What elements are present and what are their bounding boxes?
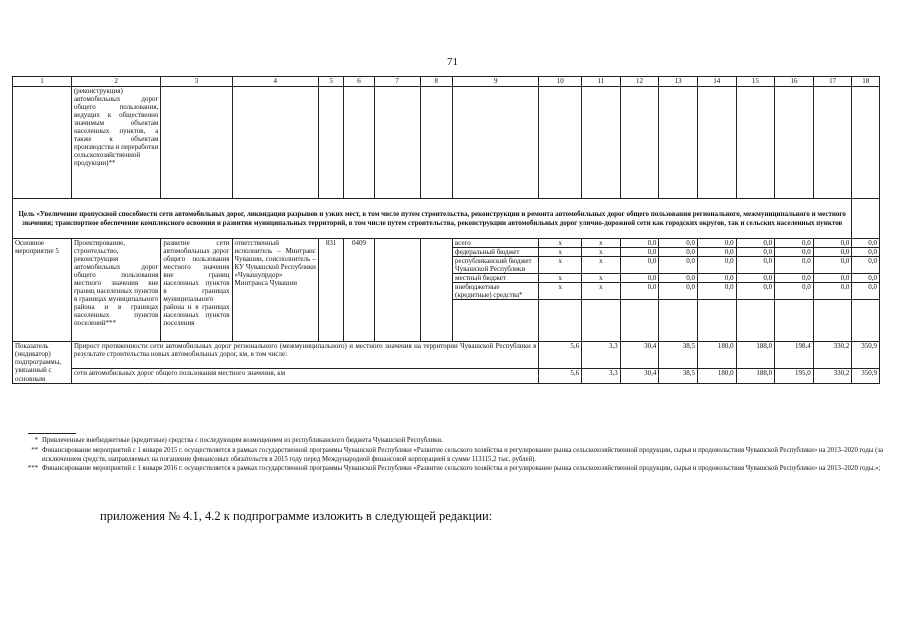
source-value: 0,0 xyxy=(697,283,736,300)
source-name: всего xyxy=(453,239,539,248)
source-value: x xyxy=(539,283,582,300)
column-number: 6 xyxy=(344,77,374,87)
column-number: 10 xyxy=(539,77,582,87)
footnote xyxy=(24,465,886,474)
column-number: 13 xyxy=(659,77,698,87)
goal-row xyxy=(13,199,880,239)
source-value: 0,0 xyxy=(736,239,775,248)
closing-paragraph: приложения № 4.1, 4.2 к подпрограмме изложить в следующей редакции: xyxy=(100,509,493,523)
indicator-value: 180,0 xyxy=(697,342,736,369)
program-table xyxy=(12,76,880,384)
source-value: 0,0 xyxy=(659,274,698,283)
source-name: федеральный бюджет xyxy=(453,248,539,257)
column-number: 5 xyxy=(318,77,343,87)
indicator-value: 198,4 xyxy=(775,342,814,369)
source-value: 0,0 xyxy=(620,257,659,274)
source-value: x xyxy=(582,283,621,300)
event-grbs-code: 831 xyxy=(318,239,343,342)
column-number: 4 xyxy=(232,77,318,87)
source-value: 0,0 xyxy=(852,274,880,283)
indicator-value: 30,4 xyxy=(620,369,659,383)
source-value: 0,0 xyxy=(775,257,814,274)
column-number: 17 xyxy=(813,77,852,87)
source-value: 0,0 xyxy=(813,283,852,300)
event-section-code: 0409 xyxy=(344,239,374,342)
column-number: 2 xyxy=(71,77,160,87)
source-name: внебюджетные (кредитные) средства* xyxy=(453,283,539,300)
source-value: 0,0 xyxy=(852,257,880,274)
source-name: республиканский бюджет Чувашской Республики xyxy=(453,257,539,274)
column-number: 7 xyxy=(374,77,420,87)
indicator-value: 188,0 xyxy=(736,342,775,369)
indicator-value: 5,6 xyxy=(539,342,582,369)
event-label: Основное мероприятие 5 xyxy=(13,239,72,342)
source-value: x xyxy=(582,239,621,248)
source-value: 0,0 xyxy=(620,239,659,248)
source-value: x xyxy=(539,274,582,283)
indicator-value: 3,3 xyxy=(582,369,621,383)
event-description: Проектирование, строительство, реконструкция автомобильных дорог общего пользования местного значения вне границ населенных пунктов в границах муниципального района и в границах населенных пунктов поселений*** xyxy=(71,239,160,342)
column-number: 8 xyxy=(420,77,453,87)
column-numbers-row xyxy=(13,77,880,87)
footnotes xyxy=(24,433,886,475)
source-value: 0,0 xyxy=(620,248,659,257)
indicator-value: 30,4 xyxy=(620,342,659,369)
continuation-text: (реконструкция) автомобильных дорог общего пользования, ведущих к общественно значимым объектам населенных пунктов, а также к объектам производства и переработки сельскохозяйственной продукции)** xyxy=(71,87,160,199)
indicator-value: 350,9 xyxy=(852,342,880,369)
source-value: 0,0 xyxy=(659,283,698,300)
indicator-value: 5,6 xyxy=(539,369,582,383)
source-value: 0,0 xyxy=(736,248,775,257)
indicator-label: Показатель (индикатор) подпрограммы, увязанный с основным xyxy=(13,342,72,383)
source-value: 0,0 xyxy=(813,274,852,283)
indicator-text: сети автомобильных дорог общего пользования местного значения, км xyxy=(71,369,539,383)
column-number: 11 xyxy=(582,77,621,87)
source-value: 0,0 xyxy=(852,239,880,248)
indicator-value: 38,5 xyxy=(659,342,698,369)
event-row xyxy=(13,239,880,248)
continuation-row xyxy=(13,87,880,199)
source-value: x xyxy=(582,274,621,283)
source-value: 0,0 xyxy=(813,257,852,274)
source-value: x xyxy=(582,248,621,257)
source-value: 0,0 xyxy=(775,283,814,300)
source-value: 0,0 xyxy=(775,274,814,283)
source-value: 0,0 xyxy=(775,248,814,257)
source-value: x xyxy=(582,257,621,274)
footnote-divider xyxy=(28,433,76,434)
source-value: 0,0 xyxy=(813,239,852,248)
indicator-value: 180,0 xyxy=(697,369,736,383)
source-value: 0,0 xyxy=(620,274,659,283)
indicator-text: Прирост протяженности сети автомобильных дорог регионального (межмуниципального) и местного значения на территории Чувашской Республики в результате строительства новых автомобильных дорог, км, в том числе: xyxy=(71,342,539,369)
indicator-value: 3,3 xyxy=(582,342,621,369)
footnote-text: Финансирование мероприятий с 1 января 2015 г. осуществляется в рамках государственной программы Чувашской Республики «Развитие сельского хозяйства и регулирование рынка сельскохозяйственной продукции, сырья и продовольствия Чувашской Республики» на 2013–2020 годы (за исключением средств, направляемых на погашение финансовых обязательств в 2015 году перед Международной финансовой корпорацией в сумме 113115,2 тыс. рублей). xyxy=(42,446,884,463)
source-value: 0,0 xyxy=(736,257,775,274)
event-result: развитие сети автомобильных дорог общего пользования местного значения вне границ населенных пунктов в границах муниципального района и в границах населенных пунктов поселения xyxy=(161,239,232,342)
indicator-value: 330,2 xyxy=(813,369,852,383)
source-value: 0,0 xyxy=(697,257,736,274)
indicator-row xyxy=(13,342,880,369)
footnote-text: Финансирование мероприятий с 1 января 2016 г. осуществляется в рамках государственной программы Чувашской Республики «Развитие сельского хозяйства и регулирование рынка сельскохозяйственной продукции, сырья и продовольствия Чувашской Республики» на 2013–2020 годы.»; xyxy=(42,465,881,473)
page-number: 71 xyxy=(447,56,458,68)
footnote-mark: ** xyxy=(31,446,38,454)
column-number: 14 xyxy=(697,77,736,87)
column-number: 1 xyxy=(13,77,72,87)
source-value: 0,0 xyxy=(659,239,698,248)
source-value: 0,0 xyxy=(697,248,736,257)
indicator-value: 195,0 xyxy=(775,369,814,383)
indicator-value: 330,2 xyxy=(813,342,852,369)
footnote-text: Привлеченные внебюджетные (кредитные) средства с последующим возмещением из республиканского бюджета Чувашской Республики. xyxy=(42,437,443,444)
source-value: 0,0 xyxy=(659,257,698,274)
source-value: x xyxy=(539,239,582,248)
source-value: 0,0 xyxy=(852,283,880,300)
source-value: 0,0 xyxy=(736,274,775,283)
footnote xyxy=(24,447,886,465)
column-number: 3 xyxy=(161,77,232,87)
source-value: 0,0 xyxy=(775,239,814,248)
indicator-row xyxy=(13,369,880,383)
column-number: 18 xyxy=(852,77,880,87)
source-value: 0,0 xyxy=(813,248,852,257)
column-number: 16 xyxy=(775,77,814,87)
indicator-value: 188,0 xyxy=(736,369,775,383)
source-value: 0,0 xyxy=(620,283,659,300)
indicator-value: 350,9 xyxy=(852,369,880,383)
source-value: 0,0 xyxy=(697,239,736,248)
source-value: x xyxy=(539,257,582,274)
source-value: x xyxy=(539,248,582,257)
source-value: 0,0 xyxy=(659,248,698,257)
source-name: местный бюджет xyxy=(453,274,539,283)
goal-text: Цель «Увеличение пропускной способности сети автомобильных дорог, ликвидация разрывов и узких мест, в том числе путем строительства, реконструкции и ремонта автомобильных дорог общего пользования регионального, межмуниципального и местного значения; транспортное обеспечение комплексного освоения и развития муниципальных территорий, в том числе путем строительства, реконструкции автомобильных дорог улично-дорожной сети как городских округов, так и сельских населенных пунктов xyxy=(13,199,852,239)
source-value: 0,0 xyxy=(736,283,775,300)
footnote xyxy=(24,437,886,446)
source-value: 0,0 xyxy=(697,274,736,283)
footnote-mark: *** xyxy=(27,465,38,473)
indicator-value: 38,5 xyxy=(659,369,698,383)
footnote-mark: * xyxy=(34,437,38,444)
column-number: 15 xyxy=(736,77,775,87)
column-number: 9 xyxy=(453,77,539,87)
source-value: 0,0 xyxy=(852,248,880,257)
event-executor: ответственный исполнитель – Минтранс Чувашии, соисполнитель – КУ Чувашской Республики «Чувашупрдор» Минтранса Чувашии xyxy=(232,239,318,342)
column-number: 12 xyxy=(620,77,659,87)
